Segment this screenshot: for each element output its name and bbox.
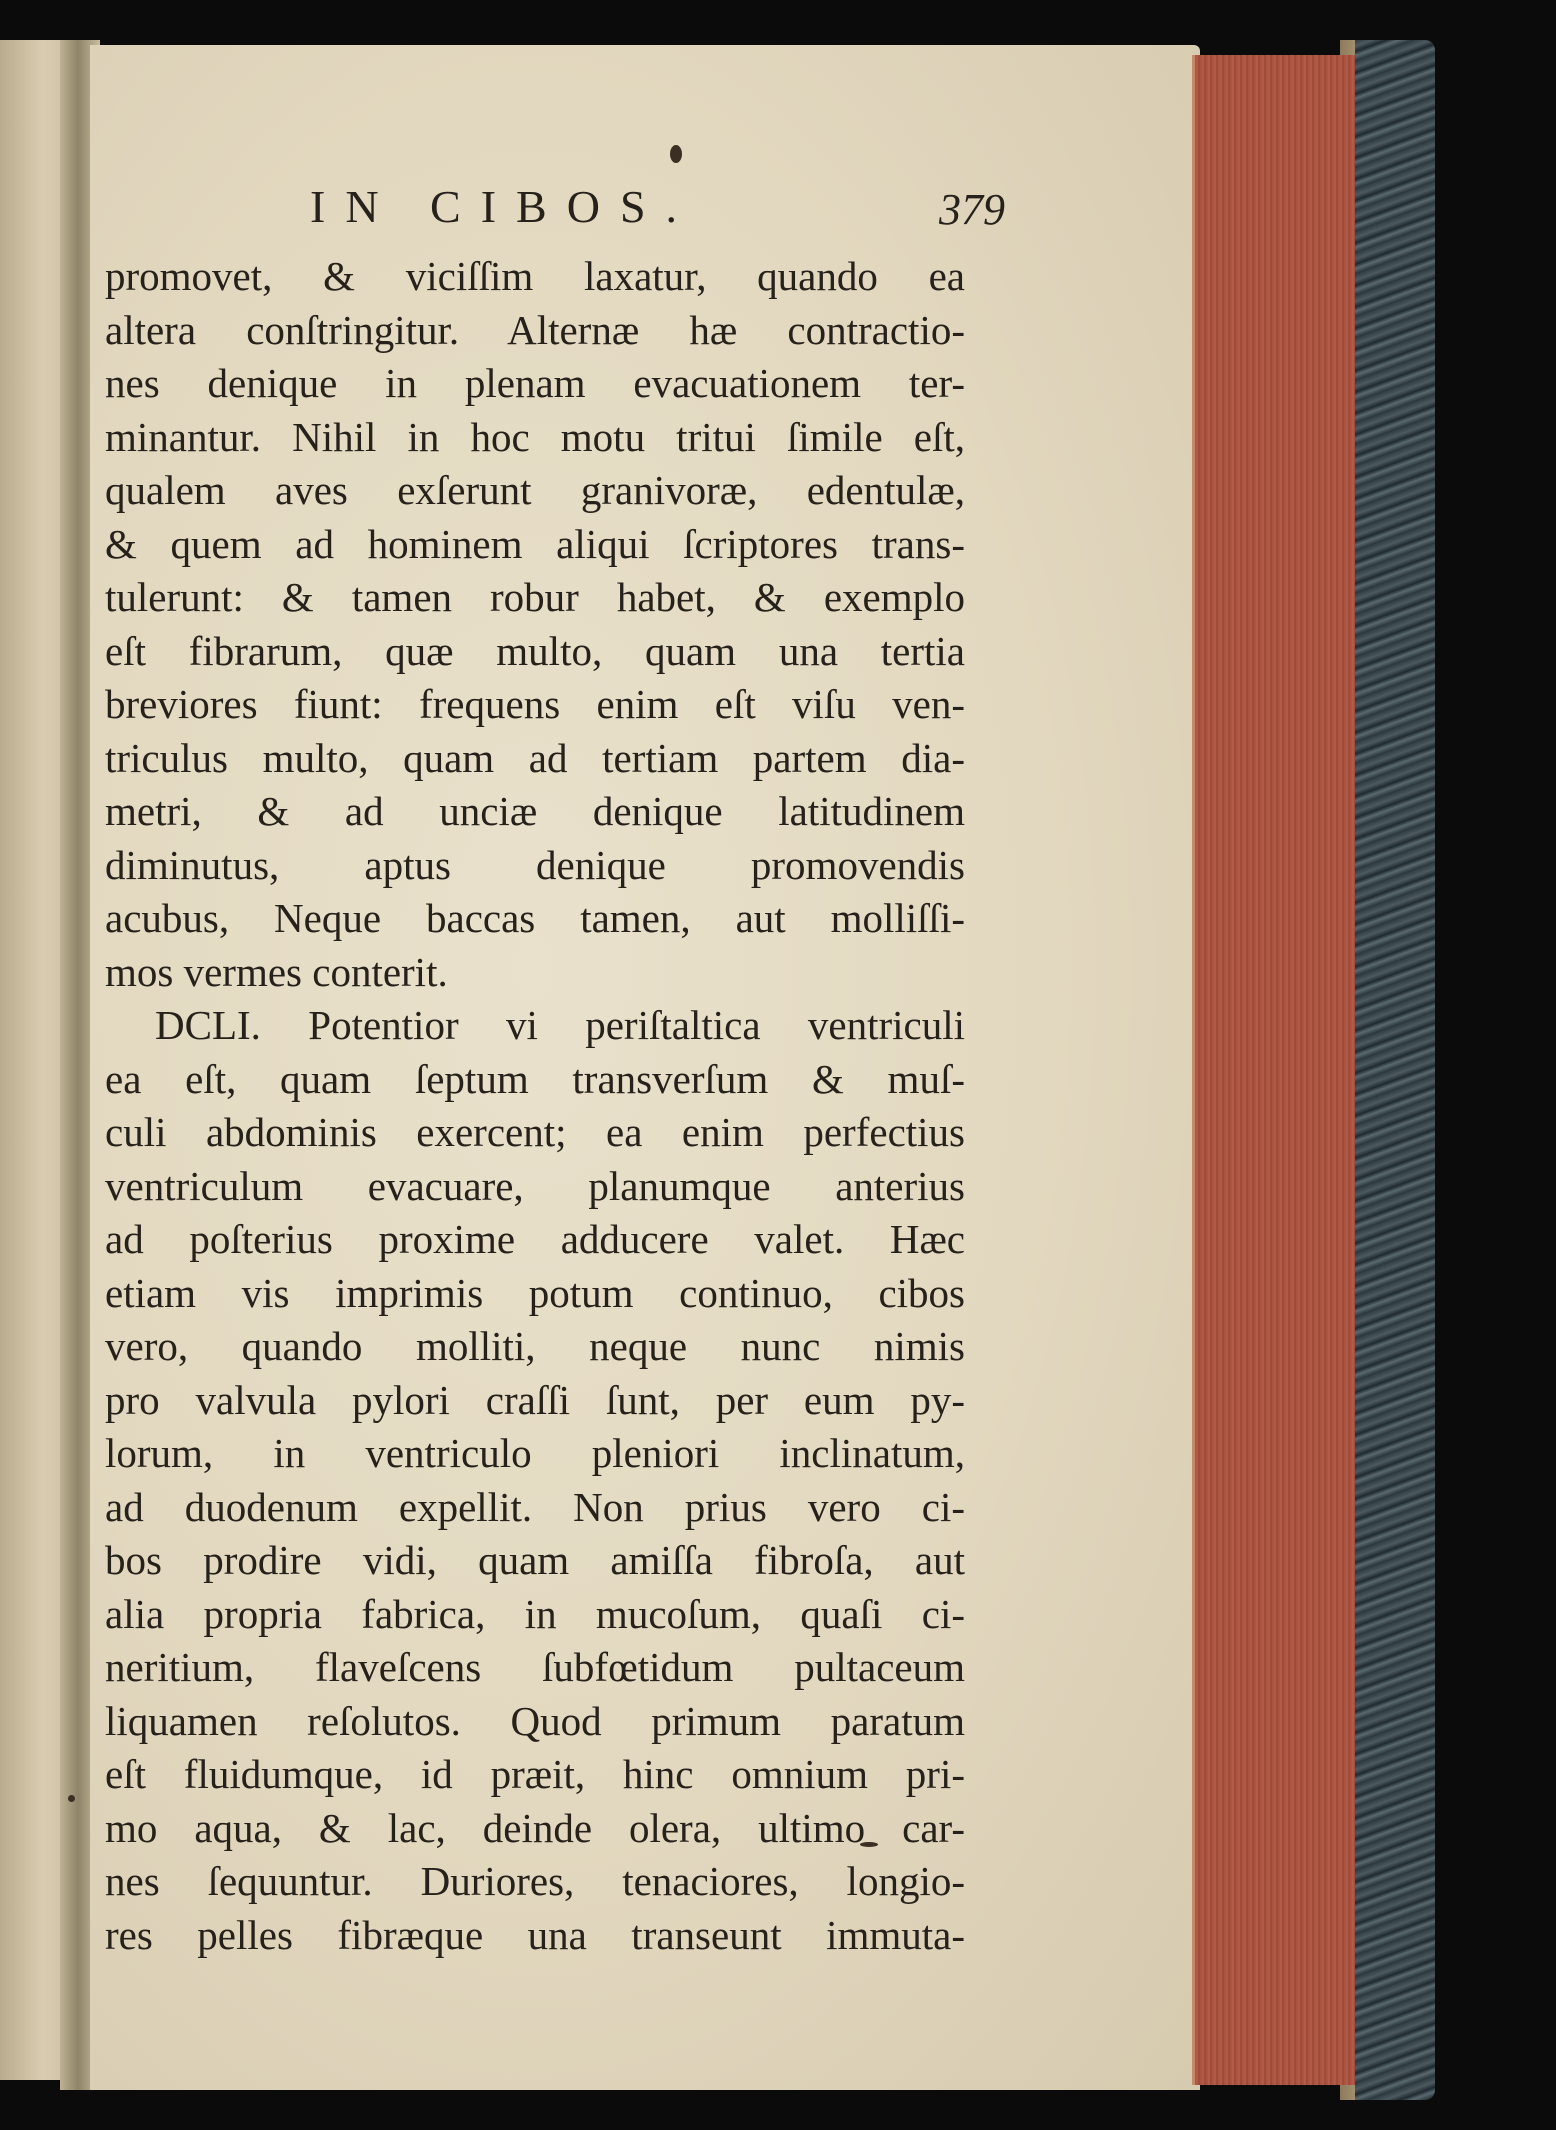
text-line: minantur. Nihil in hoc motu tritui ſimile eſt, — [105, 413, 965, 460]
running-head — [105, 180, 1005, 250]
text-line: eſt fibrarum, quæ multo, quam una tertia — [105, 627, 965, 674]
text-line: diminutus, aptus denique promovendis — [105, 841, 965, 888]
text-line: culi abdominis exercent; ea enim perfectius — [105, 1109, 965, 1155]
section-start-line: DCLI. Potentior vi periſtaltica ventriculi — [155, 1002, 965, 1048]
text-line: triculus multo, quam ad tertiam partem dia- — [105, 734, 965, 781]
marbled-cover — [1355, 40, 1435, 2100]
text-line: qualem aves exſerunt granivoræ, edentulæ, — [105, 467, 965, 513]
text-line: nes denique in plenam evacuationem ter- — [105, 360, 965, 406]
text-line: promovet, & viciſſim laxatur, quando ea — [105, 253, 965, 299]
ink-speck — [670, 145, 682, 163]
text-line: ea eſt, quam ſeptum transverſum & muſ- — [105, 1055, 965, 1102]
text-line: ad poſterius proxime adducere valet. Hæc — [105, 1216, 965, 1262]
text-line: pro valvula pylori craſſi ſunt, per eum py- — [105, 1376, 965, 1423]
page-number: 379 — [939, 185, 1005, 234]
text-line: etiam vis imprimis potum continuo, cibos — [105, 1269, 965, 1316]
running-head-title: IN CIBOS. — [310, 181, 698, 232]
text-line: mo aqua, & lac, deinde olera, ultimo car- — [105, 1804, 965, 1851]
text-line: res pelles fibræque una transeunt immuta- — [105, 1911, 965, 1958]
text-line: alia propria fabrica, in mucoſum, quaſi ci- — [105, 1590, 965, 1637]
text-line: liquamen reſolutos. Quod primum paratum — [105, 1697, 965, 1744]
text-line: breviores fiunt: frequens enim eſt viſu ven- — [105, 681, 965, 727]
text-line: neritium, flaveſcens ſubfœtidum pultaceum — [105, 1644, 965, 1690]
page-fore-edge — [1192, 55, 1365, 2085]
text-line: altera conſtringitur. Alternæ hæ contractio- — [105, 306, 965, 353]
text-line: vero, quando molliti, neque nunc nimis — [105, 1323, 965, 1369]
ink-speck — [68, 1795, 75, 1802]
text-line: & quem ad hominem aliqui ſcriptores trans- — [105, 520, 965, 567]
text-line: ad duodenum expellit. Non prius vero ci- — [105, 1483, 965, 1530]
text-line: eſt fluidumque, id præit, hinc omnium pri- — [105, 1751, 965, 1797]
text-line: metri, & ad unciæ denique latitudinem — [105, 788, 965, 834]
text-line: nes ſequuntur. Duriores, tenaciores, longio- — [105, 1858, 965, 1904]
text-line: mos vermes conterit. — [105, 948, 448, 995]
text-line: lorum, in ventriculo pleniori inclinatum, — [105, 1430, 965, 1476]
text-block — [105, 180, 1005, 1962]
text-line: ventriculum evacuare, planumque anterius — [105, 1162, 965, 1209]
text-line: tulerunt: & tamen robur habet, & exemplo — [105, 574, 965, 620]
text-line: bos prodire vidi, quam amiſſa fibroſa, aut — [105, 1537, 965, 1583]
text-line: acubus, Neque baccas tamen, aut molliſſi- — [105, 895, 965, 941]
